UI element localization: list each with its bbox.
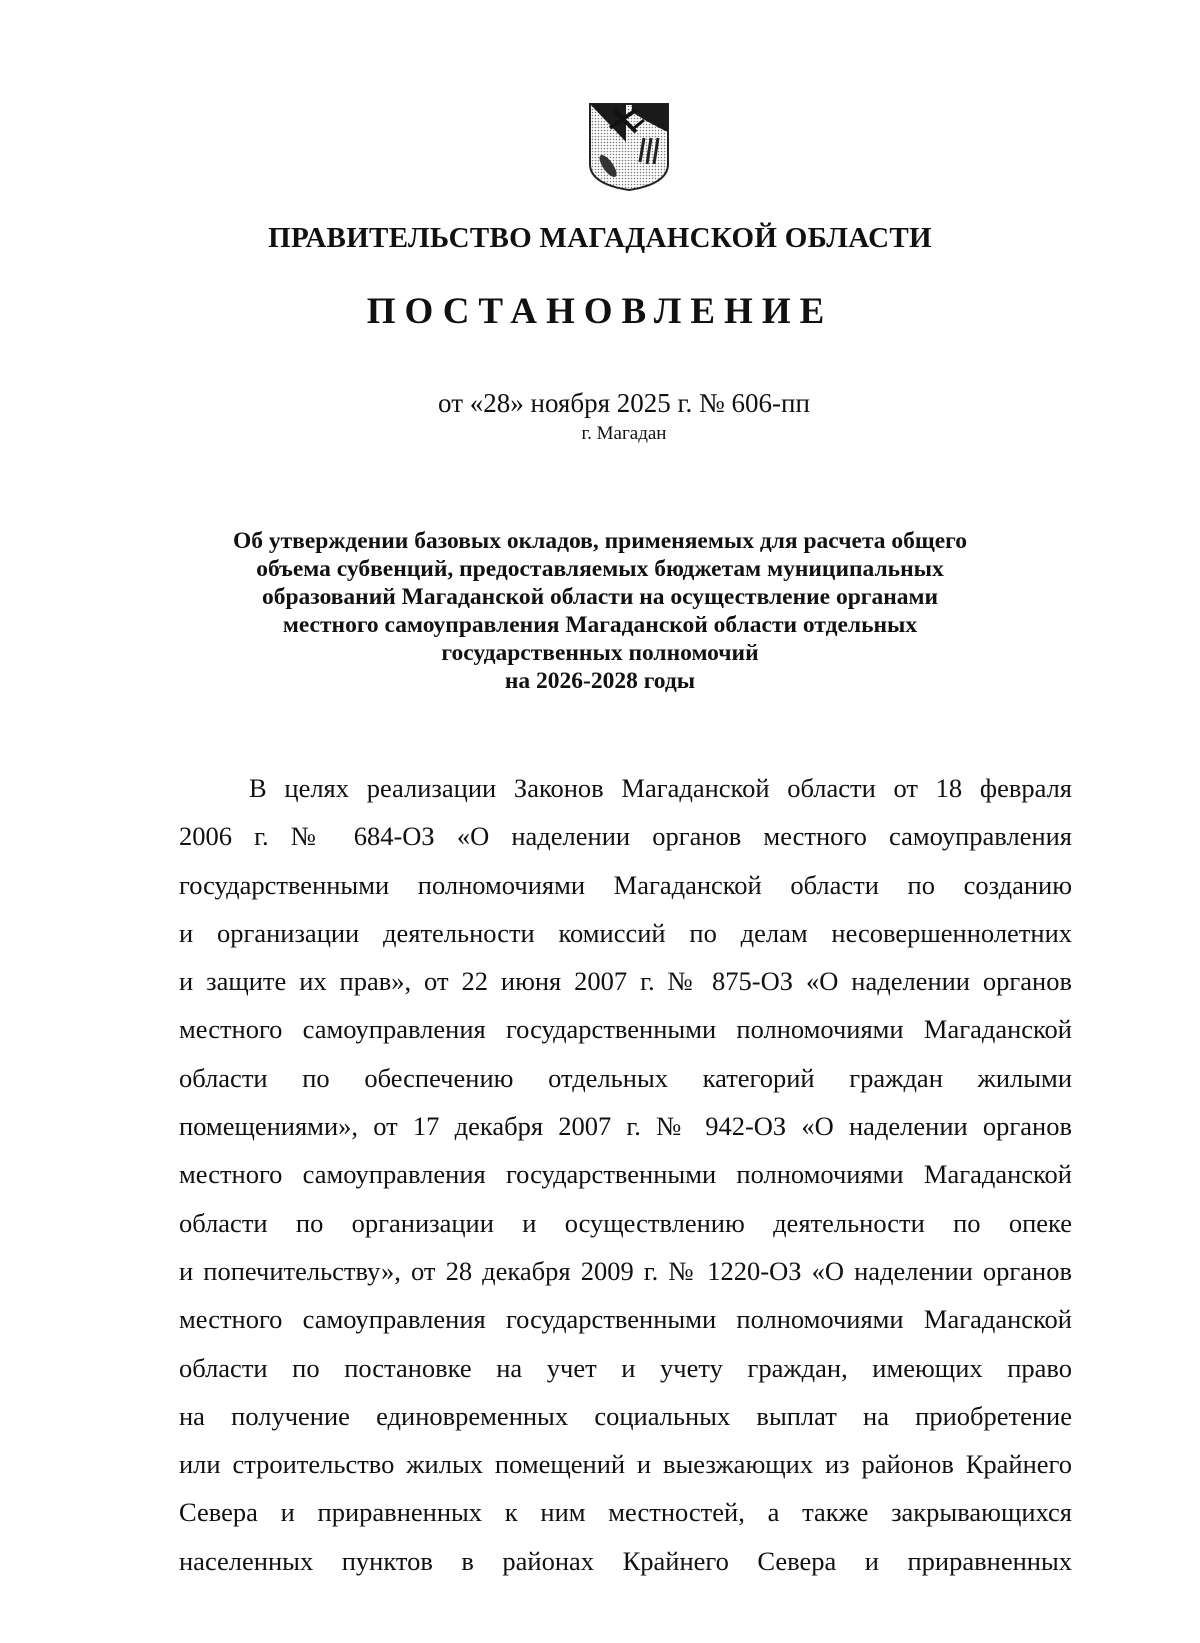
body-line: на получение единовременных социальных выплат на приобретение xyxy=(179,1400,1072,1431)
body-line: и организации деятельности комиссий по делам несовершеннолетних xyxy=(179,917,1072,948)
heading-line: местного самоуправления Магаданской области отдельных xyxy=(282,612,918,638)
heading-line: государственных полномочий xyxy=(441,640,759,666)
magadan-coat-of-arms-icon xyxy=(588,102,670,192)
document-city: г. Магадан xyxy=(581,423,667,444)
body-line: области по обеспечению отдельных категорий граждан жилыми xyxy=(179,1062,1072,1093)
document-body xyxy=(179,764,1072,1585)
body-line: местного самоуправления государственными полномочиями Магаданской xyxy=(179,1159,1072,1190)
body-line: населенных пунктов в районах Крайнего Севера и приравненных xyxy=(179,1545,1072,1576)
body-line: или строительство жилых помещений и выезжающих из районов Крайнего xyxy=(179,1449,1072,1480)
document-heading xyxy=(150,527,1050,695)
body-line: области по постановке на учет и учету граждан, имеющих право xyxy=(179,1352,1072,1383)
document-type: ПОСТАНОВЛЕНИЕ xyxy=(366,291,834,332)
heading-line: образований Магаданской области на осуществление органами xyxy=(261,584,939,610)
body-line: государственными полномочиями Магаданской области по созданию xyxy=(179,869,1072,900)
body-line: В целях реализации Законов Магаданской области от 18 февраля xyxy=(249,773,1072,803)
body-line: местного самоуправления государственными полномочиями Магаданской xyxy=(179,1014,1072,1045)
body-line: и защите их прав», от 22 июня 2007 г. № 875-ОЗ «О наделении органов xyxy=(179,966,1072,997)
body-line: местного самоуправления государственными полномочиями Магаданской xyxy=(179,1304,1072,1335)
document-date-number: от «28» ноября 2025 г. № 606-пп xyxy=(438,388,810,418)
heading-line: Об утверждении базовых окладов, применяемых для расчета общего xyxy=(232,528,968,554)
body-line: области по организации и осуществлению деятельности по опеке xyxy=(179,1207,1072,1238)
heading-line: объема субвенций, предоставляемых бюджетам муниципальных xyxy=(256,556,944,582)
body-line: помещениями», от 17 декабря 2007 г. № 942-ОЗ «О наделении органов xyxy=(179,1111,1072,1142)
heading-line: на 2026-2028 годы xyxy=(504,668,696,694)
government-name: ПРАВИТЕЛЬСТВО МАГАДАНСКОЙ ОБЛАСТИ xyxy=(268,222,932,254)
body-line: 2006 г. № 684-ОЗ «О наделении органов местного самоуправления xyxy=(179,821,1072,852)
body-line: и попечительству», от 28 декабря 2009 г. № 1220-ОЗ «О наделении органов xyxy=(179,1255,1072,1286)
body-line: Севера и приравненных к ним местностей, а также закрывающихся xyxy=(179,1497,1072,1528)
